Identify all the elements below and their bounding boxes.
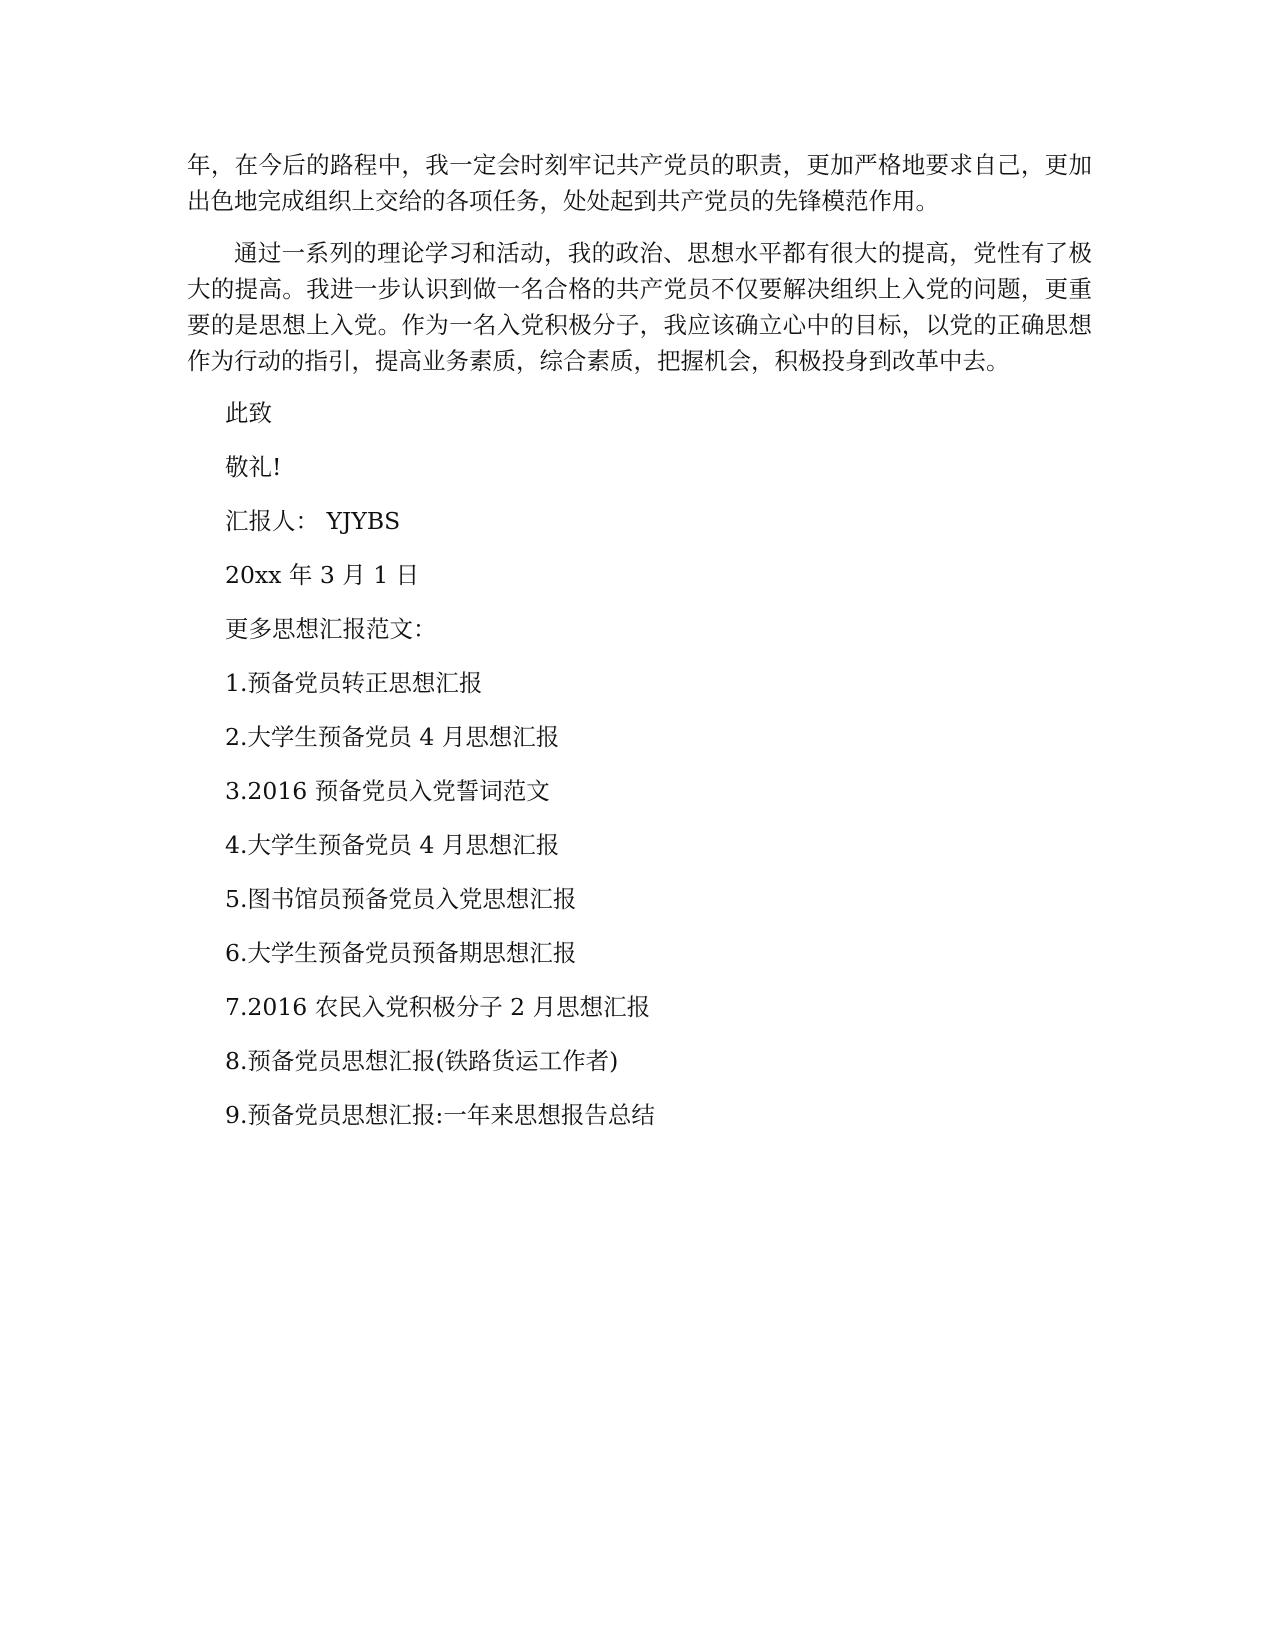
paragraph-study-reflection: 通过一系列的理论学习和活动，我的政治、思想水平都有很大的提高，党性有了极大的提高。我进一步认识到做一名合格的共产党员不仅要解决组织上入党的问题，更重要的是思想上入党。作为一名入党积极分子，我应该确立心中的目标，以党的正确思想作为行动的指引，提高业务素质，综合素质，把握机会，积极投身到改革中去。 xyxy=(187,239,1092,375)
more-reports-item-6[interactable]: 6.大学生预备党员预备期思想汇报 xyxy=(225,939,577,967)
more-reports-item-3[interactable]: 3.2016 预备党员入党誓词范文 xyxy=(225,777,550,805)
more-reports-item-4[interactable]: 4.大学生预备党员 4 月思想汇报 xyxy=(225,831,560,859)
more-reports-list xyxy=(187,665,1092,1151)
reporter-line: 汇报人： YJYBS xyxy=(225,507,401,535)
more-reports-item-2[interactable]: 2.大学生预备党员 4 月思想汇报 xyxy=(225,723,560,751)
paragraph-continuation: 年，在今后的路程中，我一定会时刻牢记共产党员的职责，更加严格地要求自己，更加出色地完成组织上交给的各项任务，处处起到共产党员的先锋模范作用。 xyxy=(187,151,1092,215)
more-reports-item-1[interactable]: 1.预备党员转正思想汇报 xyxy=(225,669,483,697)
report-date: 20xx 年 3 月 1 日 xyxy=(225,561,420,589)
more-reports-item-8[interactable]: 8.预备党员思想汇报(铁路货运工作者) xyxy=(225,1047,619,1075)
more-reports-item-9[interactable]: 9.预备党员思想汇报:一年来思想报告总结 xyxy=(225,1101,655,1129)
closing-salutation: 此致 xyxy=(225,399,272,427)
more-reports-item-7[interactable]: 7.2016 农民入党积极分子 2 月思想汇报 xyxy=(225,993,651,1021)
more-reports-item-5[interactable]: 5.图书馆员预备党员入党思想汇报 xyxy=(225,885,577,913)
document-body xyxy=(187,147,1092,1151)
more-reports-heading: 更多思想汇报范文： xyxy=(225,615,437,643)
closing-respect: 敬礼! xyxy=(225,453,282,481)
